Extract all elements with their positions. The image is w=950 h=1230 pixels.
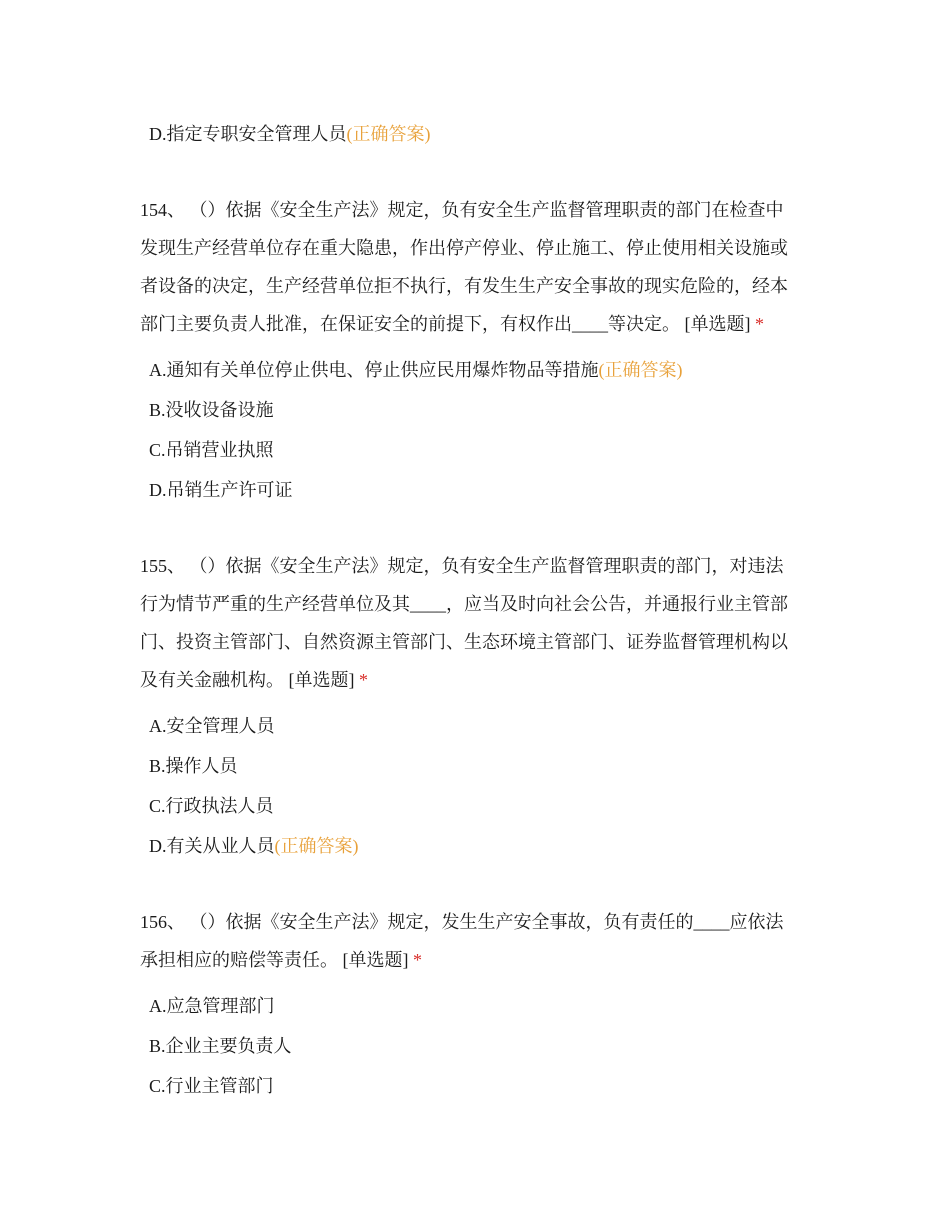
- option-text: D.有关从业人员: [149, 836, 275, 856]
- question-text: 部门主要负责人批准，在保证安全的前提下，有权作出____等决定。: [140, 314, 680, 334]
- option-text: D.吊销生产许可证: [149, 480, 293, 500]
- question-line: [140, 547, 820, 585]
- option-text: A.安全管理人员: [149, 716, 275, 736]
- option-text: C.行业主管部门: [149, 1076, 274, 1096]
- question-154: [140, 191, 820, 343]
- question-text: 承担相应的赔偿等责任。: [140, 950, 338, 970]
- question-text: （）依据《安全生产法》规定，负有安全生产监督管理职责的部门，对违法: [189, 556, 784, 576]
- question-number: 156、: [140, 912, 185, 932]
- option-item: [149, 438, 274, 462]
- question-line: 行为情节严重的生产经营单位及其____，应当及时向社会公告，并通报行业主管部: [140, 594, 788, 614]
- required-mark: *: [413, 950, 422, 970]
- option-item: [149, 714, 275, 738]
- question-line: 门、投资主管部门、自然资源主管部门、生态环境主管部门、证券监督管理机构以: [140, 632, 788, 652]
- option-text: B.没收设备设施: [149, 400, 274, 420]
- question-text: （）依据《安全生产法》规定，发生生产安全事故，负有责任的____应依法: [189, 912, 784, 932]
- option-item: [149, 794, 274, 818]
- correct-answer-tag: (正确答案): [598, 360, 683, 380]
- option-item: [149, 834, 359, 858]
- question-line: [140, 941, 820, 979]
- option-text: C.行政执法人员: [149, 796, 274, 816]
- option-text: B.操作人员: [149, 756, 238, 776]
- question-type-tag: [单选题]: [288, 670, 355, 690]
- correct-answer-tag: (正确答案): [346, 124, 431, 144]
- option-item: [149, 754, 238, 778]
- option-text: D.指定专职安全管理人员: [149, 124, 347, 144]
- option-item: [149, 1034, 292, 1058]
- question-line: 发现生产经营单位存在重大隐患，作出停产停业、停止施工、停止使用相关设施或: [140, 238, 788, 258]
- option-item: [149, 1074, 274, 1098]
- option-text: A.应急管理部门: [149, 996, 275, 1016]
- question-155: [140, 547, 820, 699]
- question-number: 154、: [140, 200, 185, 220]
- question-line: 者设备的决定，生产经营单位拒不执行，有发生生产安全事故的现实危险的，经本: [140, 276, 788, 296]
- question-text: （）依据《安全生产法》规定，负有安全生产监督管理职责的部门在检查中: [189, 200, 784, 220]
- question-type-tag: [单选题]: [342, 950, 409, 970]
- question-number: 155、: [140, 556, 185, 576]
- option-item: [149, 478, 293, 502]
- option-text: C.吊销营业执照: [149, 440, 274, 460]
- question-type-tag: [单选题]: [684, 314, 751, 334]
- option-item: [149, 994, 275, 1018]
- question-line: [140, 661, 820, 699]
- option-text: B.企业主要负责人: [149, 1036, 292, 1056]
- option-item: [149, 358, 683, 382]
- question-line: [140, 903, 820, 941]
- option-text: A.通知有关单位停止供电、停止供应民用爆炸物品等措施: [149, 360, 599, 380]
- required-mark: *: [359, 670, 368, 690]
- correct-answer-tag: (正确答案): [274, 836, 359, 856]
- question-text: 及有关金融机构。: [140, 670, 284, 690]
- option-item: [149, 398, 274, 422]
- question-156: [140, 903, 820, 979]
- question-line: [140, 191, 820, 229]
- question-line: [140, 305, 820, 343]
- option-item: [149, 122, 431, 146]
- required-mark: *: [755, 314, 764, 334]
